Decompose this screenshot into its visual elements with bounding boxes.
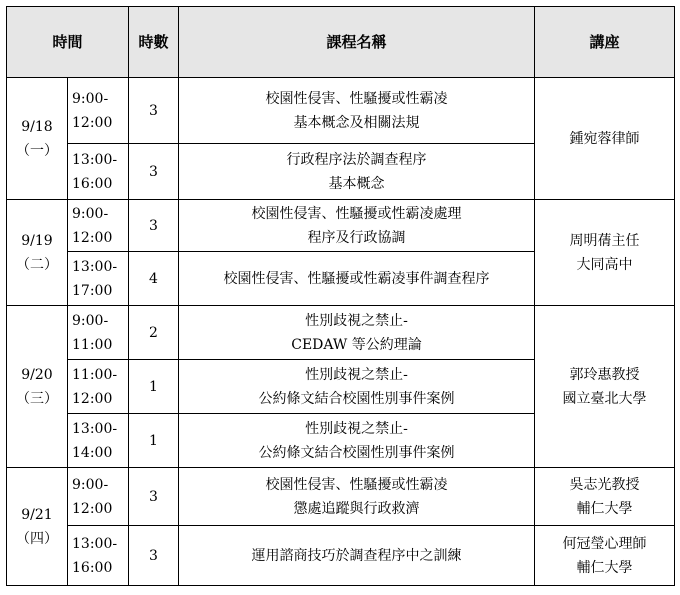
time-end: 12:00: [72, 390, 113, 407]
date: 9/21: [21, 506, 53, 523]
time-cell: [68, 252, 129, 306]
lecturer-cell: [535, 526, 675, 586]
course-cell: [179, 144, 535, 200]
time-start: 9:00-: [72, 90, 109, 107]
date-cell: [7, 200, 68, 306]
course-line: 性別歧視之禁止-: [305, 312, 408, 329]
lecturer-cell: [535, 200, 675, 306]
lecturer-name: 鍾宛蓉律師: [569, 130, 640, 147]
header-time: 時間: [7, 7, 129, 78]
course-cell: [179, 200, 535, 252]
course-line: 程序及行政協調: [307, 229, 406, 246]
time-cell: [68, 306, 129, 360]
hours-cell: 4: [129, 252, 179, 306]
table-row: [7, 200, 675, 252]
table-row: [7, 306, 675, 360]
time-end: 14:00: [72, 444, 113, 461]
time-cell: [68, 414, 129, 468]
hours-cell: 3: [129, 526, 179, 586]
lecturer-name: 何冠瑩心理師: [562, 535, 647, 552]
time-start: 9:00-: [72, 205, 109, 222]
course-cell: [179, 468, 535, 526]
header-hours: 時數: [129, 7, 179, 78]
time-start: 13:00-: [72, 258, 118, 275]
hours-cell: 3: [129, 78, 179, 144]
time-cell: [68, 78, 129, 144]
header-row: [7, 7, 675, 78]
course-line: 校園性侵害、性騷擾或性霸凌: [265, 476, 448, 493]
course-cell: [179, 360, 535, 414]
time-end: 16:00: [72, 175, 113, 192]
hours-cell: 3: [129, 468, 179, 526]
weekday: （三）: [16, 390, 58, 407]
lecturer-cell: [535, 468, 675, 526]
course-line: 基本概念及相關法規: [293, 114, 420, 131]
lecturer-affiliation: 國立臺北大學: [562, 390, 647, 407]
header-lecturer: 講座: [535, 7, 675, 78]
lecturer-name: 郭玲惠教授: [569, 366, 640, 383]
course-line: 校園性侵害、性騷擾或性霸凌處理: [251, 205, 462, 222]
course-line: 行政程序法於調查程序: [286, 151, 427, 168]
time-start: 13:00-: [72, 535, 118, 552]
course-line: CEDAW 等公約理論: [291, 336, 422, 353]
date-cell: [7, 306, 68, 468]
course-cell: [179, 414, 535, 468]
course-line: 校園性侵害、性騷擾或性霸凌事件調查程序: [223, 270, 490, 287]
lecturer-name: 周明蒨主任: [569, 232, 640, 249]
time-end: 12:00: [72, 229, 113, 246]
course-line: 運用諮商技巧於調查程序中之訓練: [251, 547, 462, 564]
time-cell: [68, 360, 129, 414]
header-course: 課程名稱: [179, 7, 535, 78]
hours-cell: 3: [129, 200, 179, 252]
time-end: 17:00: [72, 282, 113, 299]
course-line: 性別歧視之禁止-: [305, 366, 408, 383]
course-line: 基本概念: [328, 175, 385, 192]
course-cell: [179, 78, 535, 144]
course-line: 懲處追蹤與行政救濟: [293, 500, 420, 517]
time-start: 13:00-: [72, 151, 118, 168]
course-line: 校園性侵害、性騷擾或性霸凌: [265, 90, 448, 107]
lecturer-cell: [535, 306, 675, 468]
weekday: （四）: [16, 530, 58, 547]
lecturer-affiliation: 大同高中: [576, 256, 633, 273]
course-line: 公約條文結合校園性別事件案例: [258, 444, 455, 461]
hours-cell: 3: [129, 144, 179, 200]
hours-cell: 1: [129, 360, 179, 414]
date-cell: [7, 468, 68, 586]
weekday: （二）: [16, 256, 58, 273]
time-end: 12:00: [72, 500, 113, 517]
time-cell: [68, 468, 129, 526]
weekday: （一）: [16, 142, 58, 159]
lecturer-affiliation: 輔仁大學: [576, 500, 633, 517]
course-cell: [179, 306, 535, 360]
date: 9/19: [21, 232, 53, 249]
table-row: [7, 526, 675, 586]
course-line: 性別歧視之禁止-: [305, 420, 408, 437]
lecturer-name: 吳志光教授: [569, 476, 640, 493]
time-cell: [68, 200, 129, 252]
date: 9/18: [21, 118, 53, 135]
time-cell: [68, 526, 129, 586]
time-start: 11:00-: [72, 366, 118, 383]
lecturer-affiliation: 輔仁大學: [576, 559, 633, 576]
time-start: 9:00-: [72, 312, 109, 329]
lecturer-cell: [535, 78, 675, 200]
time-end: 12:00: [72, 114, 113, 131]
time-start: 9:00-: [72, 476, 109, 493]
table-row: [7, 468, 675, 526]
course-cell: [179, 252, 535, 306]
schedule-table: [6, 6, 675, 586]
time-cell: [68, 144, 129, 200]
table-row: [7, 78, 675, 144]
time-start: 13:00-: [72, 420, 118, 437]
course-line: 公約條文結合校園性別事件案例: [258, 390, 455, 407]
date: 9/20: [21, 366, 53, 383]
time-end: 16:00: [72, 559, 113, 576]
date-cell: [7, 78, 68, 200]
time-end: 11:00: [72, 336, 113, 353]
hours-cell: 1: [129, 414, 179, 468]
hours-cell: 2: [129, 306, 179, 360]
course-cell: [179, 526, 535, 586]
